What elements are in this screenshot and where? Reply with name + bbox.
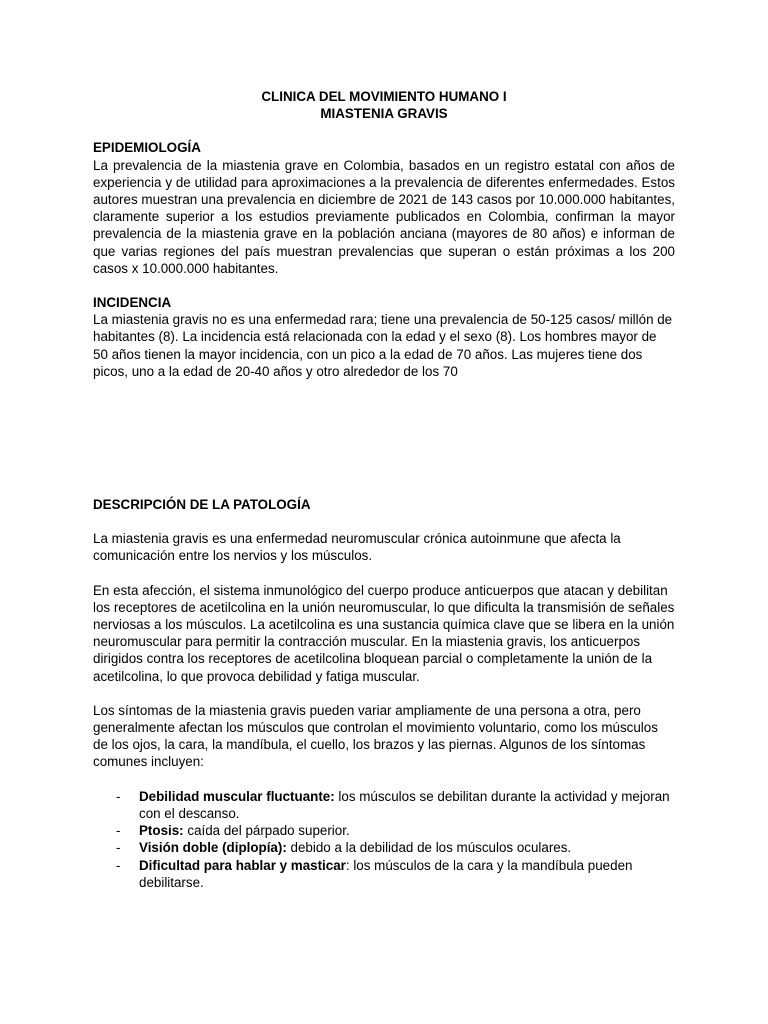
- section-descripcion: [93, 496, 675, 891]
- symptom-description: debido a la debilidad de los músculos oculares.: [286, 840, 572, 856]
- heading-epidemiologia: EPIDEMIOLOGÍA: [93, 140, 201, 156]
- symptom-term: Debilidad muscular fluctuante:: [139, 788, 335, 804]
- paragraph-descripcion-1: La miastenia gravis es una enfermedad neuromuscular crónica autoinmune que afecta la comunicación entre los nervios y los músculos.: [93, 531, 621, 564]
- symptoms-list: [93, 788, 675, 891]
- list-item-symptom: [93, 839, 675, 856]
- list-dash: -: [116, 823, 121, 839]
- paragraph-descripcion-3: Los síntomas de la miastenia gravis pueden variar ampliamente de una persona a otra, pero generalmente afectan los músculos que controlan el movimiento voluntario, como los músculos de los ojos, la cara, la mandíbula, el cuello, los brazos y las piernas. Algunos de los síntomas comunes incluyen:: [93, 702, 658, 770]
- paragraph-epidemiologia: La prevalencia de la miastenia grave en Colombia, basados en un registro estatal con años de experiencia y de utilidad para aproximaciones a la prevalencia de diferentes enfermedades. Estos autores muestran una prevalencia en diciembre de 2021 de 143 casos por 10.000.000 habitantes, claramente superior a los estudios previamente publicados en Colombia, confirman la mayor prevalencia de la miastenia grave en la población anciana (mayores de 80 años) e informan de que varias regiones del país muestran prevalencias que superan o están próximas a los 200 casos x 10.000.000 habitantes.: [93, 157, 675, 276]
- symptom-term: Visión doble (diplopía):: [139, 840, 287, 856]
- list-item-symptom: [93, 857, 675, 891]
- symptom-term: Ptosis:: [139, 823, 184, 839]
- list-dash: -: [116, 857, 121, 873]
- document-title: [93, 88, 675, 122]
- section-epidemiologia: [93, 139, 675, 277]
- symptom-term: Dificultad para hablar y masticar: [139, 857, 346, 873]
- list-item-symptom: [93, 788, 675, 822]
- paragraph-incidencia: La miastenia gravis no es una enfermedad rara; tiene una prevalencia de 50-125 casos/ millón de habitantes (8). La incidencia está relacionada con la edad y el sexo (8). Los hombres mayor de 50 años tienen la mayor incidencia, con un pico a la edad de 70 años. Las mujeres tiene dos picos, uno a la edad de 20-40 años y otro alrededor de los 70: [93, 312, 673, 379]
- title-line-2: MIASTENIA GRAVIS: [320, 106, 448, 122]
- section-incidencia: [93, 294, 675, 380]
- title-line-1: CLINICA DEL MOVIMIENTO HUMANO I: [261, 89, 507, 104]
- list-dash: -: [116, 788, 121, 804]
- symptom-description: : los músculos de la cara y la mandíbula pueden debilitarse.: [139, 857, 633, 890]
- symptom-description: caída del párpado superior.: [183, 823, 350, 839]
- heading-descripcion: DESCRIPCIÓN DE LA PATOLOGÍA: [93, 497, 311, 513]
- paragraph-descripcion-2: En esta afección, el sistema inmunológico del cuerpo produce anticuerpos que atacan y debilitan los receptores de acetilcolina en la unión neuromuscular, lo que dificulta la transmisión de señales nerviosas a los músculos. La acetilcolina es una sustancia química clave que se libera en la unión neuromuscular para permitir la contracción muscular. En la miastenia gravis, los anticuerpos dirigidos contra los receptores de acetilcolina bloquean parcial o completamente la unión de la acetilcolina, lo que provoca debilidad y fatiga muscular.: [93, 582, 675, 684]
- list-item-symptom: [93, 822, 675, 839]
- symptom-description: los músculos se debilitan durante la actividad y mejoran con el descanso.: [139, 788, 670, 821]
- list-dash: -: [116, 840, 121, 856]
- document-content: [93, 88, 675, 891]
- heading-incidencia: INCIDENCIA: [93, 295, 172, 311]
